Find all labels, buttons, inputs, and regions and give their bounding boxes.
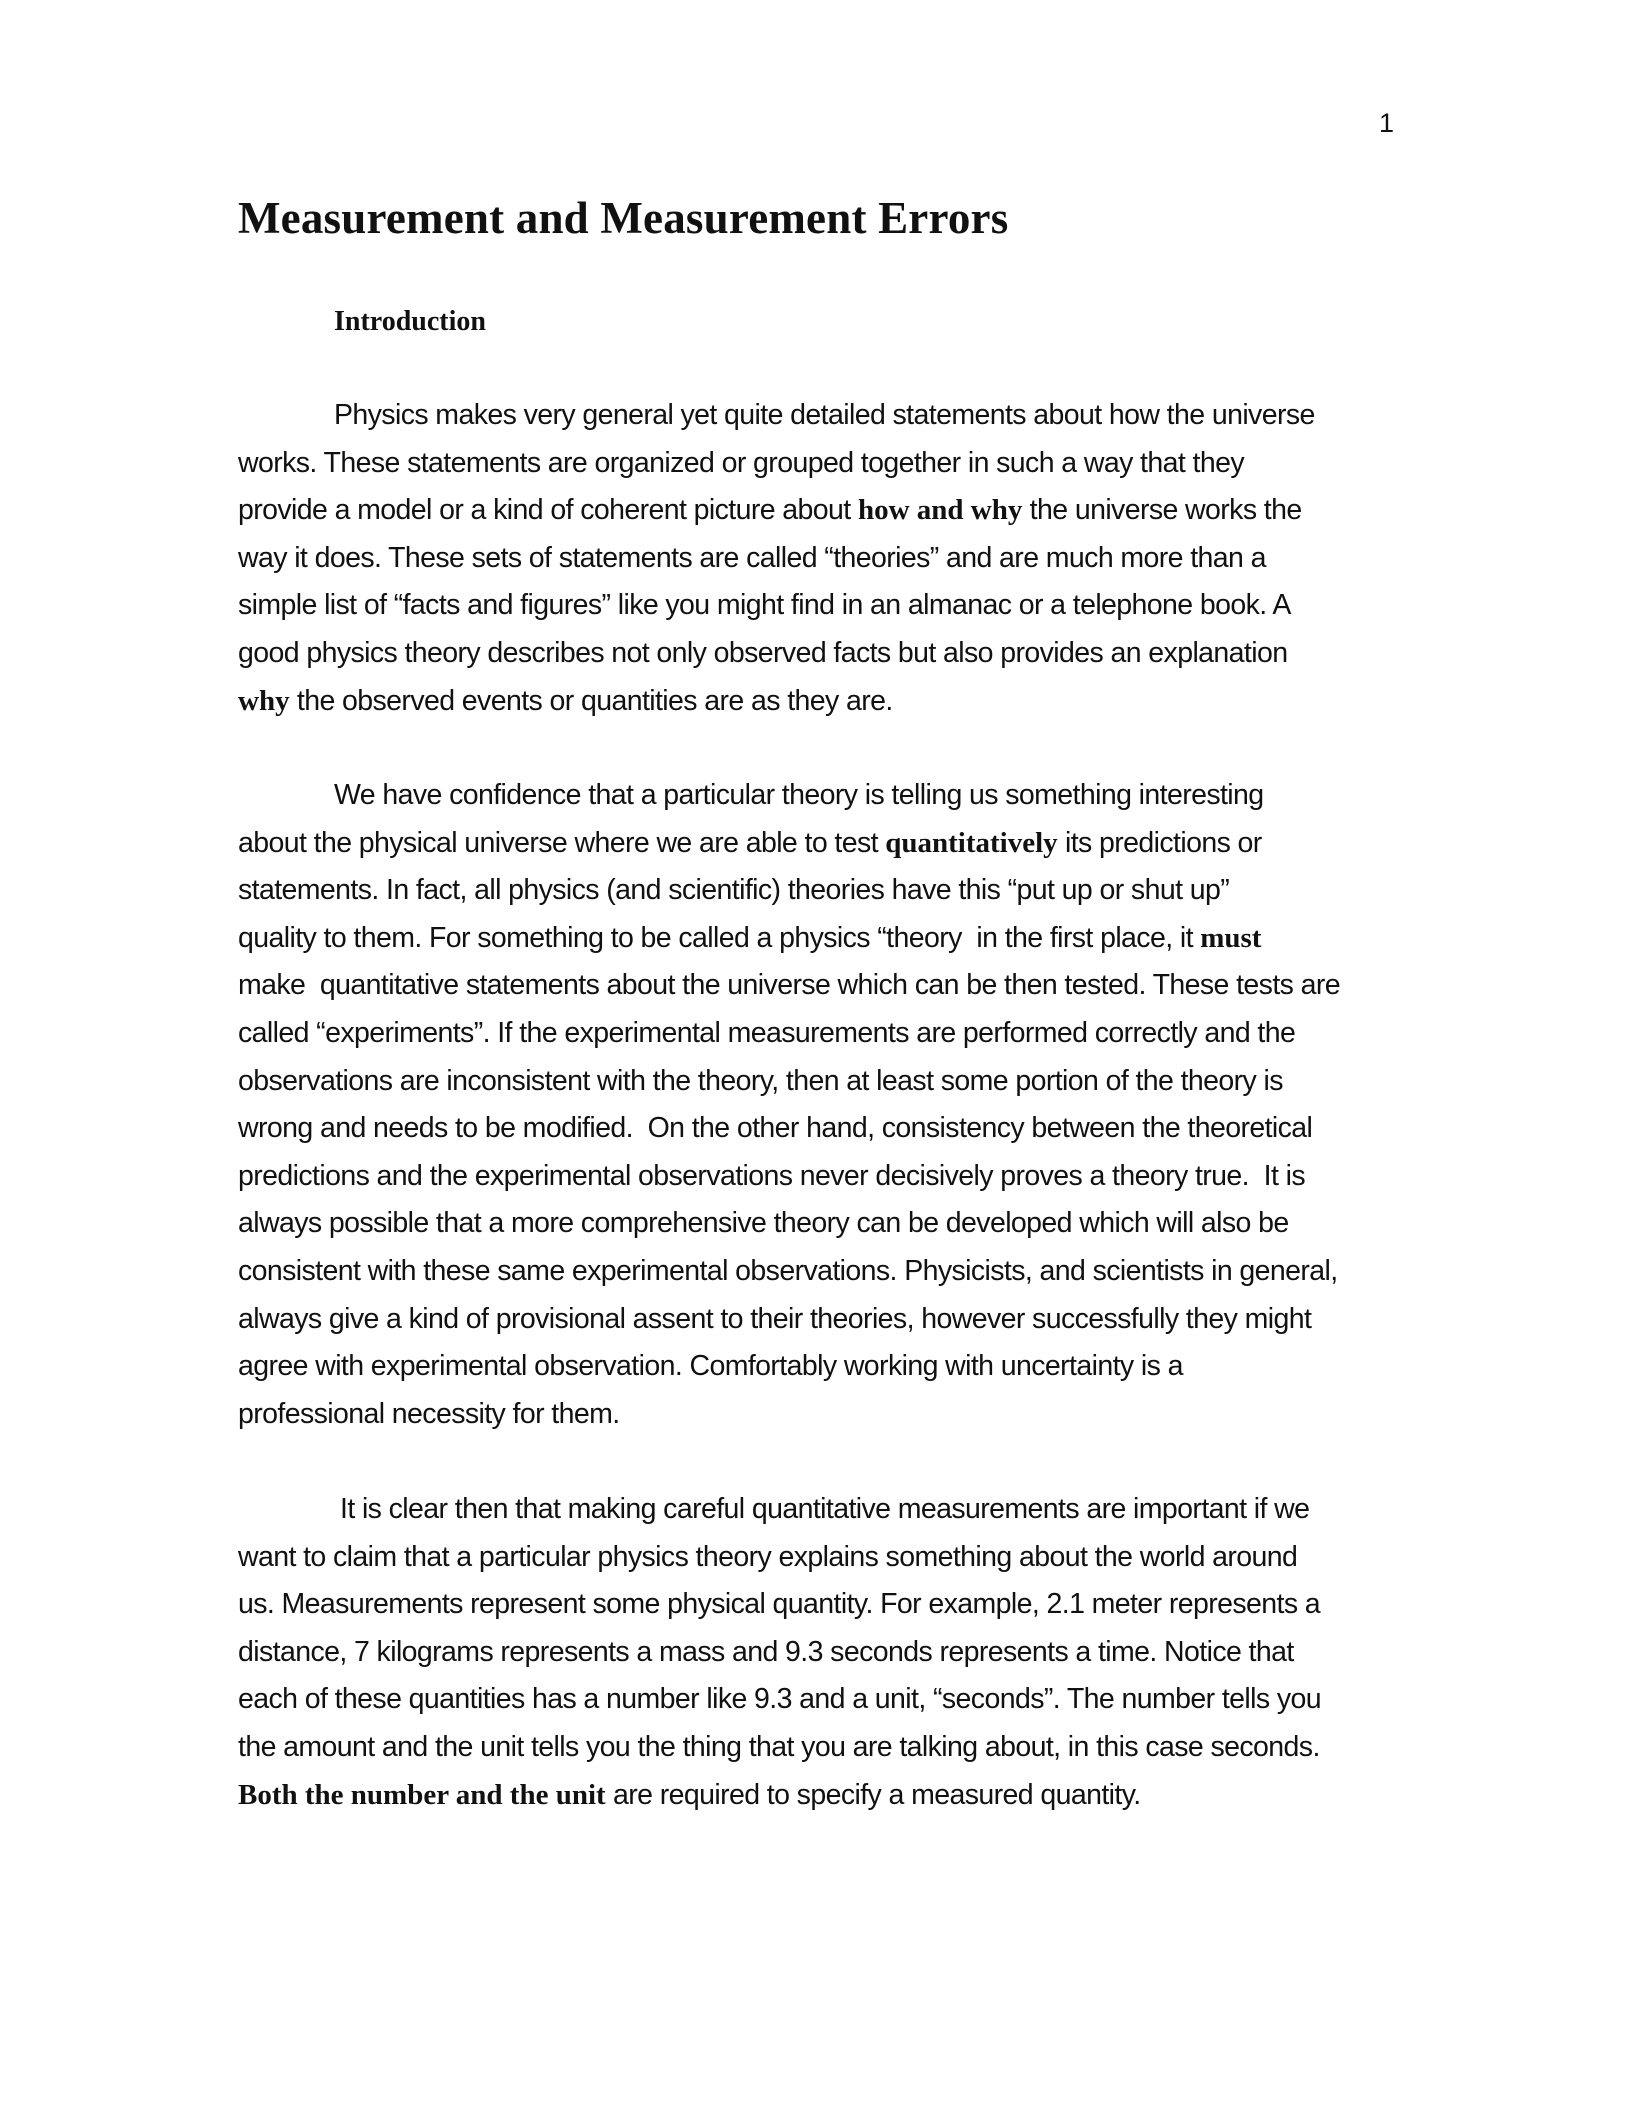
paragraph-1 <box>238 392 1388 725</box>
emphasis-text: Both the number and the unit <box>238 1778 606 1811</box>
paragraph-line: make quantitative statements about the universe which can be then tested. These tests are <box>238 969 1340 1002</box>
paragraph-line: way it does. These sets of statements are called “theories” and are much more than a <box>238 541 1266 574</box>
paragraph-line: professional necessity for them. <box>238 1397 620 1430</box>
paragraph-line: quality to them. For something to be called a physics “theory in the first place, it must <box>238 921 1262 954</box>
paragraph-line: consistent with these same experimental observations. Physicists, and scientists in general, <box>238 1254 1338 1287</box>
paragraph-line: Both the number and the unit are required to specify a measured quantity. <box>238 1778 1141 1811</box>
paragraph-line: Physics makes very general yet quite detailed statements about how the universe <box>334 399 1315 431</box>
paragraph-3 <box>238 1486 1388 1819</box>
emphasis-text: how and why <box>857 494 1023 527</box>
paragraph-line: each of these quantities has a number like 9.3 and a unit, “seconds”. The number tells you <box>238 1683 1321 1716</box>
paragraph-line: want to claim that a particular physics theory explains something about the world around <box>238 1540 1298 1573</box>
paragraph-line: us. Measurements represent some physical quantity. For example, 2.1 meter represents a <box>238 1588 1321 1621</box>
document-title: Measurement and Measurement Errors <box>238 193 1009 243</box>
paragraph-line: about the physical universe where we are able to test quantitatively its predictions or <box>238 826 1262 859</box>
paragraph-line: works. These statements are organized or grouped together in such a way that they <box>238 446 1244 479</box>
emphasis-text: why <box>238 684 290 717</box>
paragraph-line: We have confidence that a particular theory is telling us something interesting <box>334 779 1264 811</box>
emphasis-text: quantitatively <box>885 826 1058 859</box>
paragraph-line: It is clear then that making careful quantitative measurements are important if we <box>340 1493 1310 1525</box>
paragraph-line: wrong and needs to be modified. On the other hand, consistency between the theoretical <box>238 1112 1313 1145</box>
emphasis-text: must <box>1200 921 1262 954</box>
paragraph-line: predictions and the experimental observations never decisively proves a theory true. It is <box>238 1159 1305 1192</box>
paragraph-line: simple list of “facts and figures” like you might find in an almanac or a telephone book. A <box>238 589 1291 622</box>
paragraph-line: always possible that a more comprehensive theory can be developed which will also be <box>238 1207 1289 1240</box>
section-heading-introduction: Introduction <box>334 306 486 337</box>
paragraph-line: good physics theory describes not only observed facts but also provides an explanation <box>238 636 1288 669</box>
paragraph-line: statements. In fact, all physics (and scientific) theories have this “put up or shut up” <box>238 874 1230 907</box>
paragraph-2 <box>238 772 1388 1438</box>
paragraph-line: called “experiments”. If the experimental measurements are performed correctly and the <box>238 1016 1296 1049</box>
paragraph-line: agree with experimental observation. Comfortably working with uncertainty is a <box>238 1350 1183 1383</box>
paragraph-line: why the observed events or quantities are as they are. <box>238 684 893 717</box>
paragraph-line: always give a kind of provisional assent to their theories, however successfully they might <box>238 1302 1312 1335</box>
paragraph-line: distance, 7 kilograms represents a mass and 9.3 seconds represents a time. Notice that <box>238 1635 1294 1668</box>
paragraph-line: provide a model or a kind of coherent picture about how and why the universe works the <box>238 494 1302 527</box>
paragraph-line: observations are inconsistent with the theory, then at least some portion of the theory is <box>238 1064 1283 1097</box>
paragraph-line: the amount and the unit tells you the thing that you are talking about, in this case seconds. <box>238 1730 1320 1763</box>
page-number: 1 <box>1378 108 1394 138</box>
